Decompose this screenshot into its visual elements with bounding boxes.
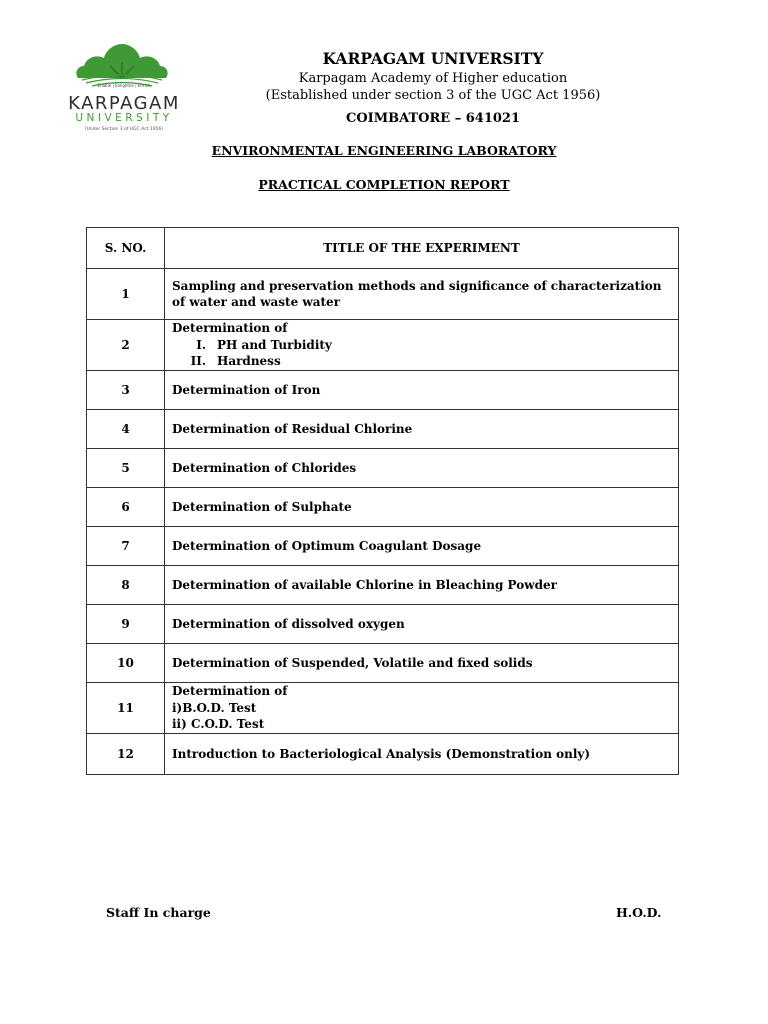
hod-signature-label: H.O.D. <box>616 905 662 920</box>
table-row <box>87 605 679 644</box>
row-sno: 5 <box>87 449 165 488</box>
row-title: Determination of Chlorides <box>165 449 679 488</box>
table-row <box>87 269 679 320</box>
university-name: KARPAGAM UNIVERSITY <box>322 49 544 68</box>
table-row <box>87 320 679 371</box>
row-title-cell <box>165 320 679 371</box>
row-sno: 8 <box>87 566 165 605</box>
row-sno: 7 <box>87 527 165 566</box>
table-row <box>87 734 679 775</box>
table-row <box>87 449 679 488</box>
row-sno: 1 <box>87 269 165 320</box>
sub-item-number: I. <box>196 337 206 352</box>
table-row <box>87 527 679 566</box>
table-row <box>87 683 679 734</box>
staff-signature-label: Staff In charge <box>106 905 211 920</box>
row-sno: 10 <box>87 644 165 683</box>
tree-emblem-icon <box>52 40 192 100</box>
row-title: Introduction to Bacteriological Analysis (Demonstration only) <box>165 734 679 775</box>
sub-item-text: ii) C.O.D. Test <box>172 717 265 732</box>
logo-wordmark: KARPAGAM <box>68 93 180 114</box>
established-note: (Established under section 3 of the UGC Act 1956) <box>265 88 601 103</box>
report-title: PRACTICAL COMPLETION REPORT <box>258 177 510 192</box>
document-header <box>230 48 636 127</box>
academy-name: Karpagam Academy of Higher education <box>298 71 568 86</box>
row-sno: 9 <box>87 605 165 644</box>
row-title-cell <box>165 683 679 734</box>
experiments-table <box>86 227 679 775</box>
sub-item <box>172 353 672 370</box>
row-title: Determination of <box>172 684 288 699</box>
row-title: Determination of Optimum Coagulant Dosage <box>165 527 679 566</box>
row-sno: 2 <box>87 320 165 371</box>
university-logo <box>52 40 192 135</box>
sub-item-text: PH and Turbidity <box>217 337 332 352</box>
logo-subtitle: UNIVERSITY <box>75 112 173 124</box>
row-title: Determination of Iron <box>165 371 679 410</box>
logo-motto: Enable | Enlighten | Enrich <box>97 83 151 88</box>
row-sno: 11 <box>87 683 165 734</box>
lab-title: ENVIRONMENTAL ENGINEERING LABORATORY <box>211 143 557 158</box>
table-header-row <box>87 228 679 269</box>
row-sno: 4 <box>87 410 165 449</box>
sub-item-text: Hardness <box>217 354 281 369</box>
table-row <box>87 566 679 605</box>
row-title: Determination of dissolved oxygen <box>165 605 679 644</box>
column-header-sno: S. NO. <box>87 228 165 269</box>
row-title: Determination of Suspended, Volatile and fixed solids <box>165 644 679 683</box>
sub-item <box>172 337 672 354</box>
row-title: Sampling and preservation methods and significance of characterization of water and waste water <box>165 269 679 320</box>
sub-item-list <box>172 337 672 370</box>
column-header-title: TITLE OF THE EXPERIMENT <box>165 228 679 269</box>
row-title: Determination of Residual Chlorine <box>165 410 679 449</box>
row-title: Determination of Sulphate <box>165 488 679 527</box>
row-sno: 3 <box>87 371 165 410</box>
row-title: Determination of <box>172 321 288 336</box>
table-row <box>87 371 679 410</box>
table-row <box>87 644 679 683</box>
sub-item-number: II. <box>190 354 206 369</box>
sub-item-text: i)B.O.D. Test <box>172 700 257 715</box>
row-title: Determination of available Chlorine in Bleaching Powder <box>165 566 679 605</box>
city-line: COIMBATORE – 641021 <box>345 111 521 126</box>
table-row <box>87 410 679 449</box>
table-row <box>87 488 679 527</box>
row-sno: 6 <box>87 488 165 527</box>
logo-tagline: (Under Section 3 of UGC Act 1956) <box>84 127 164 132</box>
row-sno: 12 <box>87 734 165 775</box>
